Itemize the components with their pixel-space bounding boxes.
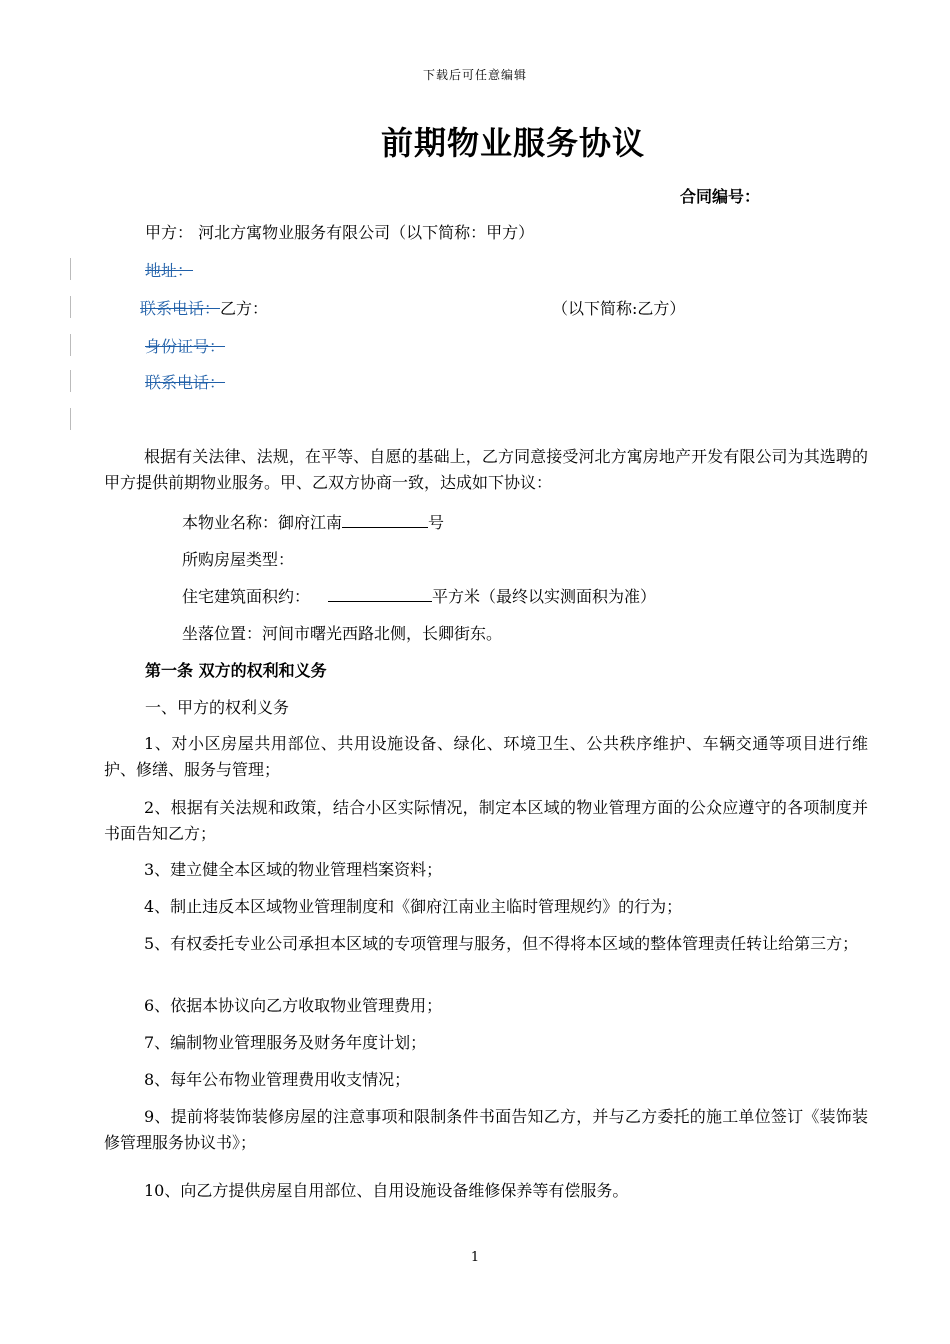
party-b-abbr: （以下简称:乙方） bbox=[552, 299, 686, 318]
revision-bar bbox=[70, 296, 71, 318]
list-item: 9、提前将装饰装修房屋的注意事项和限制条件书面告知乙方，并与乙方委托的施工单位签订《装饰装修管理服务协议书》； bbox=[104, 1107, 868, 1152]
area-blank bbox=[328, 585, 432, 602]
list-item: 7、编制物业管理服务及财务年度计划； bbox=[144, 1033, 427, 1052]
location-line: 坐落位置：河间市曙光西路北侧，长卿街东。 bbox=[182, 624, 503, 643]
intro-paragraph: 根据有关法律、法规，在平等、自愿的基础上，乙方同意接受河北方寓房地产开发有限公司为其选聘的甲方提供前期物业服务。甲、乙双方协商一致，达成如下协议： bbox=[104, 447, 868, 492]
area-prefix: 住宅建筑面积约： bbox=[182, 587, 311, 606]
house-type-line: 所购房屋类型： bbox=[182, 550, 295, 569]
address-label-struck: 地址： bbox=[145, 261, 194, 280]
revision-bar bbox=[70, 334, 71, 356]
property-name-prefix: 本物业名称：御府江南 bbox=[182, 513, 343, 532]
property-name-suffix: 号 bbox=[428, 513, 445, 532]
area-line bbox=[182, 584, 656, 607]
list-item: 5、有权委托专业公司承担本区域的专项管理与服务，但不得将本区域的整体管理责任转让给第三方； bbox=[144, 934, 859, 953]
property-number-blank bbox=[342, 511, 428, 528]
party-a-line: 甲方： 河北方寓物业服务有限公司（以下简称：甲方） bbox=[145, 223, 535, 242]
list-item: 6、依据本协议向乙方收取物业管理费用； bbox=[144, 996, 443, 1015]
revision-bar bbox=[70, 258, 71, 280]
list-item: 3、建立健全本区域的物业管理档案资料； bbox=[144, 860, 443, 879]
list-item: 4、制止违反本区域物业管理制度和《御府江南业主临时管理规约》的行为； bbox=[144, 897, 683, 916]
header-note: 下载后可任意编辑 bbox=[422, 68, 527, 82]
party-b-line bbox=[140, 296, 268, 319]
list-item: 2、根据有关法规和政策，结合小区实际情况，制定本区域的物业管理方面的公众应遵守的各项制度并书面告知乙方； bbox=[104, 798, 868, 843]
area-suffix: 平方米（最终以实测面积为准） bbox=[432, 587, 657, 606]
article-1-heading: 第一条 双方的权利和义务 bbox=[145, 661, 327, 680]
list-item: 8、每年公布物业管理费用收支情况； bbox=[144, 1070, 411, 1089]
document-title: 前期物业服务协议 bbox=[380, 124, 645, 162]
list-item: 1、对小区房屋共用部位、共用设施设备、绿化、环境卫生、公共秩序维护、车辆交通等项目进行维护、修缮、服务与管理； bbox=[104, 734, 868, 779]
list-item: 10、向乙方提供房屋自用部位、自用设施设备维修保养等有偿服务。 bbox=[144, 1181, 629, 1200]
section-1-heading: 一、甲方的权利义务 bbox=[145, 698, 290, 717]
party-b-label: 乙方： bbox=[220, 299, 269, 318]
revision-bar bbox=[70, 408, 71, 430]
property-name-line bbox=[182, 510, 444, 533]
id-label-struck: 身份证号： bbox=[145, 337, 226, 356]
revision-bar bbox=[70, 370, 71, 392]
page-number: 1 bbox=[470, 1250, 480, 1265]
phone-label-struck: 联系电话： bbox=[140, 299, 221, 318]
contract-number-label: 合同编号： bbox=[680, 187, 761, 206]
phone-label-struck-2: 联系电话： bbox=[145, 373, 226, 392]
